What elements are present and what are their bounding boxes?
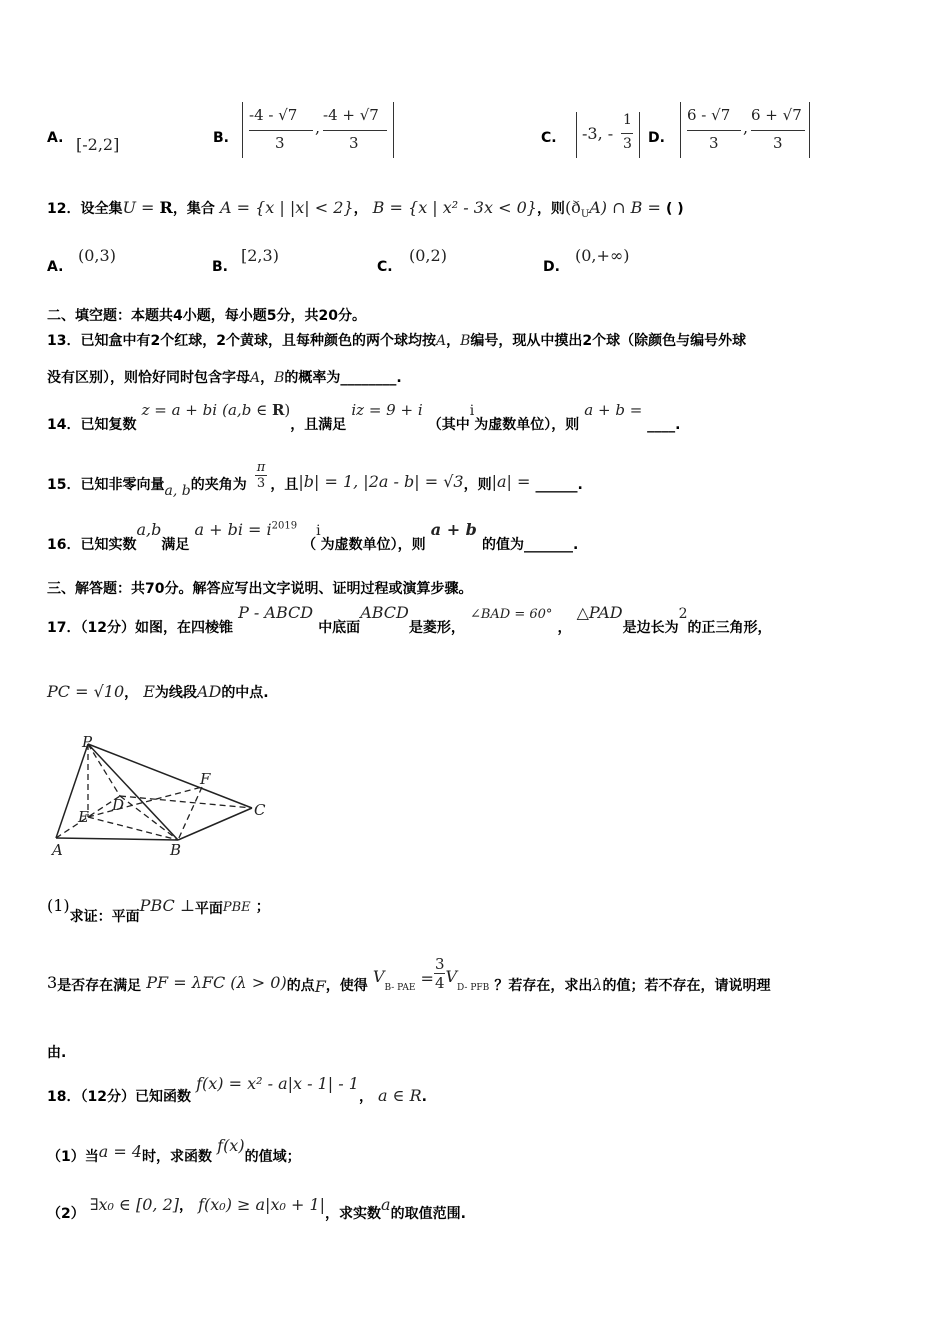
q13-sep-2: ， — [260, 370, 275, 386]
edge-bc — [178, 808, 252, 840]
edge-eb — [88, 817, 178, 840]
q16-mid1: 满足 — [161, 537, 190, 553]
q12-option-b-value: [2,3) — [241, 246, 279, 265]
q12-mid1: ，集合 — [172, 201, 215, 217]
q14-cond: iz = 9 + i — [351, 401, 423, 419]
q18-part1-a: （1）当 — [47, 1149, 99, 1165]
q17-part2-v2: V — [445, 967, 458, 986]
q18-part2-a: （2） — [47, 1206, 85, 1222]
q18-stem — [47, 1074, 427, 1106]
q12-option-d-value: (0,+∞) — [575, 246, 630, 265]
q17-part2-v2-sub: D- PFB — [457, 983, 490, 993]
q12-mid2: ，则 — [536, 201, 565, 217]
q12-u-eq: U = — [122, 198, 160, 217]
q13-b-var: B — [460, 333, 471, 349]
edge-pb — [88, 744, 178, 840]
q11-option-b-interval — [242, 102, 394, 158]
q17-pyramid: P - ABCD — [238, 603, 314, 622]
q17-part2-b: 的点 — [286, 978, 315, 994]
q11-option-a-label: A. — [47, 130, 64, 146]
q12-option-c-value: (0,2) — [409, 246, 447, 265]
q16-prefix: 16．已知实数 — [47, 537, 137, 553]
q13-line1-a: 13．已知盒中有2个红球，2个黄球，且每种颜色的两个球均按 — [47, 333, 436, 349]
q16-exp: 2019 — [271, 520, 298, 532]
q17-side: 2 — [678, 606, 688, 622]
q12-expr2: A) ∩ B = — [589, 198, 666, 217]
q16-note-a: （ — [302, 537, 317, 553]
q12-blank: ( ) — [665, 201, 684, 217]
q11-d-den1: 3 — [709, 134, 719, 152]
q17-part2-v1: V — [372, 967, 385, 986]
q17-part2-eq: = — [420, 969, 434, 988]
q18-part2-ineq: f(x₀) ≥ a|x₀ + 1| — [198, 1195, 326, 1214]
q12-expr-sub: U — [580, 209, 590, 221]
q11-c-num: 1 — [623, 112, 632, 128]
q14-z-expr: z = a + bi — [141, 401, 218, 419]
q13-sep: ， — [446, 333, 461, 349]
q17-part2-den-val: 4 — [434, 974, 445, 992]
q14-note-b: 为虚数单位），则 — [474, 417, 580, 433]
q13-b-var-2: B — [274, 370, 285, 386]
q15-frac-den: 3 — [256, 476, 266, 491]
q17-part2-c: ，使得 — [325, 978, 368, 994]
q11-b-den2: 3 — [349, 134, 359, 152]
q17-part2-frac — [434, 955, 446, 992]
label-a: A — [52, 841, 63, 859]
q13-line1 — [47, 330, 746, 350]
q17-mid7: 的中点. — [221, 685, 269, 701]
label-e: E — [78, 808, 89, 826]
label-d: D — [112, 796, 125, 814]
q17-part1-b: 平面 — [194, 901, 223, 917]
q17-mid3: 是边长为 — [622, 620, 679, 636]
q17-tri: △PAD — [576, 603, 623, 622]
q14-prefix: 14．已知复数 — [47, 417, 137, 433]
q15-ask: |a| = — [491, 472, 536, 491]
q13-a-var-2: A — [250, 370, 261, 386]
q17-mid2: 是菱形， — [408, 620, 465, 636]
q17-part1-num: (1) — [47, 896, 70, 915]
q11-option-b-label: B. — [213, 130, 229, 146]
q18-func: f(x) = x² - a|x - 1| - 1 — [196, 1074, 359, 1093]
q11-d-den2: 3 — [773, 134, 783, 152]
q18-mid: ， — [358, 1089, 373, 1105]
q12-comma: ， — [353, 201, 368, 217]
label-b: B — [170, 841, 182, 859]
q17-part2-num: 3 — [47, 973, 58, 992]
q12-option-d-label: D. — [543, 259, 560, 275]
q15-frac-num: π — [256, 460, 266, 475]
q12-expr: (ð — [564, 198, 581, 217]
q13-line2 — [47, 367, 402, 387]
q18-dom: a ∈ R — [378, 1086, 422, 1105]
edge-fb — [178, 787, 202, 840]
q17-prefix: 17．（12分）如图，在四棱锥 — [47, 620, 233, 636]
q11-option-d-interval — [680, 102, 810, 158]
q13-a-var: A — [435, 333, 447, 349]
q11-b-bar1 — [249, 130, 313, 131]
q17-part2-a: 是否存在满足 — [57, 978, 142, 994]
q11-c-bar — [621, 133, 633, 134]
label-c: C — [254, 801, 266, 819]
q17-mid6: 为线段 — [154, 685, 197, 701]
q16-expr: a + bi = i — [194, 520, 272, 539]
q17-part2-e: 的值；若不存在，请说明理 — [602, 978, 771, 994]
q11-b-bar2 — [323, 130, 387, 131]
q15-stem — [47, 460, 583, 500]
q17-part1 — [47, 896, 270, 926]
q14-note-i: i — [469, 403, 475, 419]
q11-c-value: -3, - — [582, 124, 614, 143]
q14-blank: ____. — [647, 417, 681, 433]
q17-part2-num-val: 3 — [434, 955, 445, 973]
q11-d-sep: , — [743, 118, 749, 137]
q17-part2-d: ？若存在，求出 — [494, 978, 593, 994]
q11-b-num2: -4 + √7 — [323, 106, 379, 124]
q11-option-c-interval — [576, 112, 640, 158]
q16-note-i: i — [316, 523, 321, 539]
q17-part1-perp: ⊥ — [179, 896, 195, 915]
q17-stem-line1 — [47, 603, 772, 635]
label-f: F — [200, 770, 211, 788]
q13-line2-a: 没有区别），则恰好同时包含字母 — [47, 370, 250, 386]
q17-part2-v1-sub: B- PAE — [384, 983, 416, 993]
q11-b-num1: -4 - √7 — [249, 106, 298, 124]
label-p: P — [82, 733, 93, 751]
q12-option-a-value: (0,3) — [78, 246, 116, 265]
q17-mid1: 中底面 — [318, 620, 361, 636]
q17-part2-cond: PF = λFC (λ > 0) — [146, 973, 287, 992]
q17-pc: PC = √10 — [47, 682, 125, 701]
q14-domain: (a,b ∈ — [222, 401, 272, 419]
q17-angle: ∠BAD = 60° — [469, 607, 553, 622]
q17-part1-pbc: PBC — [139, 896, 175, 915]
q17-part2 — [47, 955, 770, 1005]
q18-prefix: 18．（12分）已知函数 — [47, 1089, 191, 1105]
q15-mid3: ，则 — [463, 477, 492, 493]
q15-mid1: 的夹角为 — [190, 477, 247, 493]
q17-part1-a: 求证：平面 — [69, 909, 140, 925]
q15-cond: |b| = 1, |2a - b| = √3 — [298, 472, 464, 491]
q18-part2 — [47, 1195, 466, 1225]
q14-domain-r: R — [271, 401, 285, 419]
q17-mid4: 的正三角形， — [687, 620, 772, 636]
q11-option-d-label: D. — [648, 130, 665, 146]
q17-comma: ， — [557, 620, 572, 636]
q17-e: E — [143, 682, 155, 701]
q11-b-sep: , — [315, 118, 321, 137]
q17-base: ABCD — [360, 603, 409, 622]
q17-part2-f2: 由. — [47, 1045, 67, 1061]
q17-part2-f: F — [314, 977, 326, 996]
q11-d-num1: 6 - √7 — [687, 106, 731, 124]
q14-stem — [47, 400, 681, 433]
q18-part2-c: ，求实数 — [325, 1206, 382, 1222]
q12-set-b: B = {x | x² - 3x < 0} — [372, 198, 537, 217]
q14-mid: ，且满足 — [290, 417, 347, 433]
edge-pd — [88, 744, 120, 796]
q12-r: R — [159, 198, 173, 217]
q17-stem-line2 — [47, 682, 269, 702]
q15-blank: ______. — [535, 477, 583, 493]
q12-set-a: A = {x | |x| < 2} — [219, 198, 354, 217]
q15-mid2: ，且 — [270, 477, 299, 493]
q18-part1 — [47, 1136, 301, 1166]
q12-prefix: 12．设全集 — [47, 201, 123, 217]
q17-mid5: ， — [124, 685, 139, 701]
q12-option-b-label: B. — [212, 259, 228, 275]
q11-option-c-label: C. — [541, 130, 557, 146]
q18-part2-b: ， — [179, 1198, 193, 1214]
edge-db — [120, 796, 178, 840]
section-3-heading: 三、解答题：共70分。解答应写出文字说明、证明过程或演算步骤。 — [47, 581, 473, 597]
q16-stem — [47, 520, 578, 556]
q15-prefix: 15．已知非零向量 — [47, 477, 165, 493]
q14-ask: a + b = — [584, 401, 648, 419]
q15-vecs: a, b — [164, 483, 191, 499]
edge-ab — [56, 838, 178, 840]
q14-domain-end: ) — [284, 401, 291, 419]
q18-part2-exist: ∃x₀ ∈ [0, 2] — [89, 1195, 179, 1214]
q13-line2-b: 的概率为________. — [284, 370, 402, 386]
q18-part1-c: 的值域； — [244, 1149, 301, 1165]
q17-ad: AD — [196, 682, 222, 701]
q16-ask: a + b — [430, 520, 477, 539]
q14-note-a: （其中 — [427, 417, 470, 433]
q18-part1-cond: a = 4 — [98, 1142, 143, 1161]
q17-part1-pbe: PBE — [222, 900, 251, 915]
q16-note-b: 为虚数单位），则 — [320, 537, 426, 553]
q18-part2-var: a — [381, 1195, 391, 1214]
q18-end: . — [421, 1089, 427, 1105]
q12-option-a-label: A. — [47, 259, 64, 275]
q13-line1-b: 编号，现从中摸出2个球（除颜色与编号外球 — [470, 333, 747, 349]
q11-option-a-value: [-2,2] — [76, 135, 120, 154]
q15-angle-frac — [255, 460, 268, 491]
q16-vars: a,b — [136, 520, 162, 539]
q11-c-den: 3 — [623, 136, 632, 152]
q11-d-bar2 — [751, 130, 805, 131]
q11-b-den1: 3 — [275, 134, 285, 152]
section-2-heading: 二、填空题：本题共4小题，每小题5分，共20分。 — [47, 308, 366, 324]
q18-part1-f: f(x) — [217, 1136, 245, 1155]
q12-option-c-label: C. — [377, 259, 393, 275]
q17-part1-end: ； — [255, 899, 270, 915]
q12-stem — [47, 198, 684, 224]
q18-part2-d: 的取值范围. — [390, 1206, 466, 1222]
q11-d-num2: 6 + √7 — [751, 106, 802, 124]
q18-part1-b: 时，求函数 — [142, 1149, 213, 1165]
q11-d-bar1 — [687, 130, 741, 131]
q17-part2-lambda: λ — [592, 975, 603, 994]
edge-dc — [120, 796, 252, 808]
q17-pyramid-figure — [40, 730, 280, 860]
q16-tail: 的值为_______. — [481, 537, 579, 553]
